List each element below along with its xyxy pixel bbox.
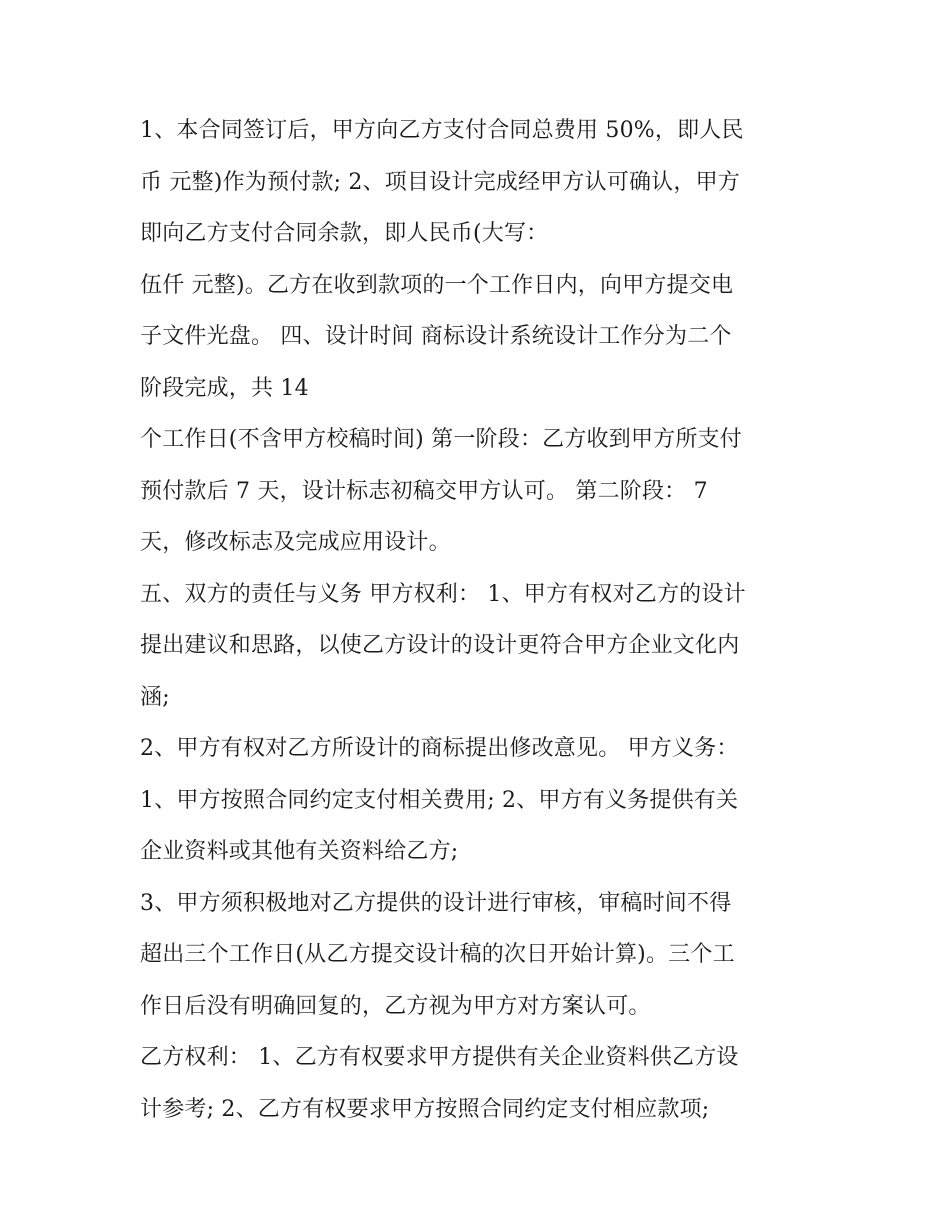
text-line: 涵; [140,684,170,710]
text-line: 天，修改标志及完成应用设计。 [140,530,451,555]
text-line: 即向乙方支付合同余款，即人民币(大写： [140,221,549,246]
text-line: 伍仟 元整)。乙方在收到款项的一个工作日内，向甲方提交电 [140,272,734,298]
text-line: 1、本合同签订后，甲方向乙方支付合同总费用 50%，即人民 [140,118,744,143]
document-body [140,105,820,1135]
text-line: 企业资料或其他有关资料给乙方; [140,839,459,864]
text-line: 阶段完成，共 14 [140,375,309,401]
text-line: 子文件光盘。 四、设计时间 商标设计系统设计工作分为二个 [140,324,732,349]
text-line: 乙方权利： 1、乙方有权要求甲方提供有关企业资料供乙方设 [140,1045,739,1070]
text-line: 预付款后 7 天，设计标志初稿交甲方认可。 第二阶段： 7 [140,478,708,504]
text-line: 3、甲方须积极地对乙方提供的设计进行审核，审稿时间不得 [140,890,732,916]
text-line: 五、双方的责任与义务 甲方权利： 1、甲方有权对乙方的设计 [140,581,746,607]
text-line: 2、甲方有权对乙方所设计的商标提出修改意见。 甲方义务： [140,736,739,761]
text-line: 个工作日(不含甲方校稿时间) 第一阶段：乙方收到甲方所支付 [140,427,742,452]
text-line: 币 元整)作为预付款; 2、项目设计完成经甲方认可确认，甲方 [140,169,740,195]
text-line: 计参考; 2、乙方有权要求甲方按照合同约定支付相应款项; [140,1096,710,1122]
text-line: 1、甲方按照合同约定支付相关费用; 2、甲方有义务提供有关 [140,787,739,813]
text-line: 超出三个工作日(从乙方提交设计稿的次日开始计算)。三个工 [140,942,735,967]
text-line: 提出建议和思路，以使乙方设计的设计更符合甲方企业文化内 [140,633,740,658]
text-line: 作日后没有明确回复的，乙方视为甲方对方案认可。 [140,993,651,1019]
